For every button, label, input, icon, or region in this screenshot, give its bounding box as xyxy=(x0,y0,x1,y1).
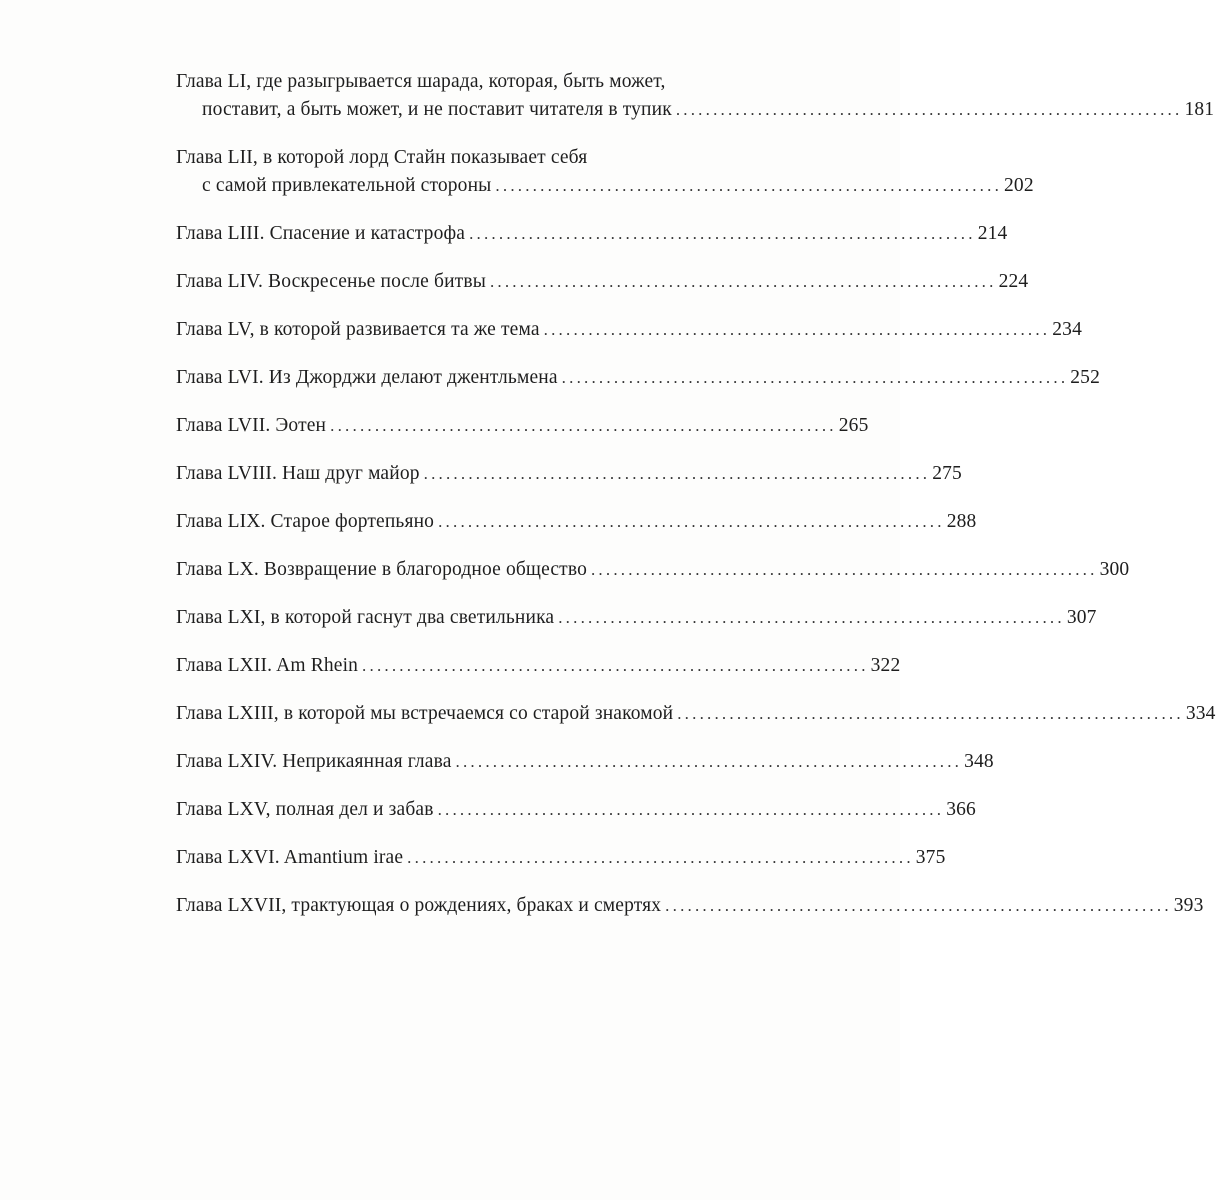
toc-entry-line xyxy=(176,796,976,824)
toc-entry-line xyxy=(176,700,1216,728)
toc-entry-line xyxy=(176,412,869,440)
toc-entry-line xyxy=(176,892,1204,920)
dot-leader: .................................................................... xyxy=(423,464,931,483)
toc-entry xyxy=(176,316,1082,344)
toc-entry-line xyxy=(176,604,1097,632)
dot-leader: .................................................................... xyxy=(675,100,1183,119)
dot-leader: .................................................................... xyxy=(561,368,1069,387)
toc-entry-title: поставит, а быть может, и не поставит читателя в тупик xyxy=(202,99,672,120)
toc-entry-line xyxy=(176,68,750,96)
toc-entry xyxy=(176,460,962,488)
dot-leader: .................................................................... xyxy=(330,416,837,435)
toc-entry xyxy=(176,796,976,824)
toc-entry-title: Глава LVII. Эотен xyxy=(176,415,327,436)
dot-leader: .................................................................... xyxy=(489,272,997,291)
dot-leader: .................................................................... xyxy=(677,704,1184,723)
dot-leader: .................................................................... xyxy=(438,512,945,531)
dot-leader: .................................................................... xyxy=(362,656,869,675)
toc-entry xyxy=(176,844,946,872)
toc-entry-title: Глава LVI. Из Джорджи делают джентльмена xyxy=(176,367,558,388)
toc-page-number: 181 xyxy=(1184,99,1215,120)
toc-entry-title: Глава LXII. Am Rhein xyxy=(176,655,359,676)
toc-entry-title: Глава LIX. Старое фортепьяно xyxy=(176,511,435,532)
toc-page-number: 307 xyxy=(1066,607,1097,628)
toc-page-number: 300 xyxy=(1099,559,1130,580)
dot-leader: .................................................................... xyxy=(558,608,1065,627)
toc-entry-title: Глава LX. Возвращение в благородное общество xyxy=(176,559,587,580)
toc-entry xyxy=(176,508,977,536)
toc-entry-title: Глава LVIII. Наш друг майор xyxy=(176,463,420,484)
toc-entry-title: Глава LXVII, трактующая о рождениях, браках и смертях xyxy=(176,895,662,916)
toc-entry-title: Глава LII, в которой лорд Стайн показывает себя xyxy=(176,147,588,168)
toc-page-number: 275 xyxy=(932,463,962,484)
toc-entry xyxy=(176,748,994,776)
toc-entry-line xyxy=(176,844,946,872)
toc-entry-line xyxy=(176,556,1130,584)
table-of-contents xyxy=(176,68,1216,940)
toc-page-number: 288 xyxy=(946,511,977,532)
toc-entry-line xyxy=(176,652,901,680)
toc-entry-title: Глава LXIV. Неприкаянная глава xyxy=(176,751,452,772)
toc-entry-title: Глава LV, в которой развивается та же тема xyxy=(176,319,540,340)
toc-entry-line xyxy=(176,144,750,172)
toc-entry-title: Глава LXV, полная дел и забав xyxy=(176,799,434,820)
dot-leader: .................................................................... xyxy=(437,800,945,819)
toc-page-number: 366 xyxy=(946,799,976,820)
toc-entry xyxy=(176,556,1130,584)
dot-leader: .................................................................... xyxy=(590,560,1098,579)
toc-entry xyxy=(176,364,1100,392)
toc-entry-line xyxy=(176,96,1215,124)
toc-entry-line xyxy=(176,268,1029,296)
toc-page-number: 252 xyxy=(1070,367,1100,388)
toc-entry-line xyxy=(176,220,1008,248)
toc-entry xyxy=(176,700,1216,728)
toc-page-number: 202 xyxy=(1004,175,1034,196)
toc-entry-line xyxy=(176,364,1100,392)
dot-leader: .................................................................... xyxy=(495,176,1003,195)
toc-page-number: 265 xyxy=(838,415,869,436)
toc-page-number: 234 xyxy=(1052,319,1082,340)
toc-entry-title: Глава LXIII, в которой мы встречаемся со старой знакомой xyxy=(176,703,674,724)
toc-entry xyxy=(176,144,1034,200)
toc-entry-title: Глава LXVI. Amantium irae xyxy=(176,847,404,868)
dot-leader: .................................................................... xyxy=(469,224,976,243)
toc-entry xyxy=(176,268,1029,296)
dot-leader: .................................................................... xyxy=(455,752,963,771)
toc-entry xyxy=(176,220,1008,248)
toc-page-number: 348 xyxy=(964,751,994,772)
toc-entry-title: Глава LI, где разыгрывается шарада, которая, быть может, xyxy=(176,71,666,92)
toc-entry-line xyxy=(176,316,1082,344)
toc-entry xyxy=(176,652,901,680)
dot-leader: .................................................................... xyxy=(665,896,1172,915)
toc-entry xyxy=(176,68,1215,124)
toc-entry-title: с самой привлекательной стороны xyxy=(202,175,492,196)
toc-entry-title: Глава LIII. Спасение и катастрофа xyxy=(176,223,466,244)
toc-entry-line xyxy=(176,172,1034,200)
toc-page-number: 375 xyxy=(915,847,946,868)
toc-entry-title: Глава LXI, в которой гаснут два светильника xyxy=(176,607,555,628)
dot-leader: .................................................................... xyxy=(543,320,1051,339)
toc-page-number: 214 xyxy=(977,223,1008,244)
toc-entry xyxy=(176,892,1204,920)
toc-page-number: 393 xyxy=(1173,895,1204,916)
toc-entry-title: Глава LIV. Воскресенье после битвы xyxy=(176,271,486,292)
toc-page-number: 322 xyxy=(870,655,901,676)
toc-entry-line xyxy=(176,748,994,776)
toc-entry xyxy=(176,412,869,440)
toc-entry-line xyxy=(176,508,977,536)
toc-page-number: 334 xyxy=(1185,703,1216,724)
toc-entry-line xyxy=(176,460,962,488)
toc-entry xyxy=(176,604,1097,632)
toc-page-number: 224 xyxy=(998,271,1029,292)
dot-leader: .................................................................... xyxy=(407,848,914,867)
